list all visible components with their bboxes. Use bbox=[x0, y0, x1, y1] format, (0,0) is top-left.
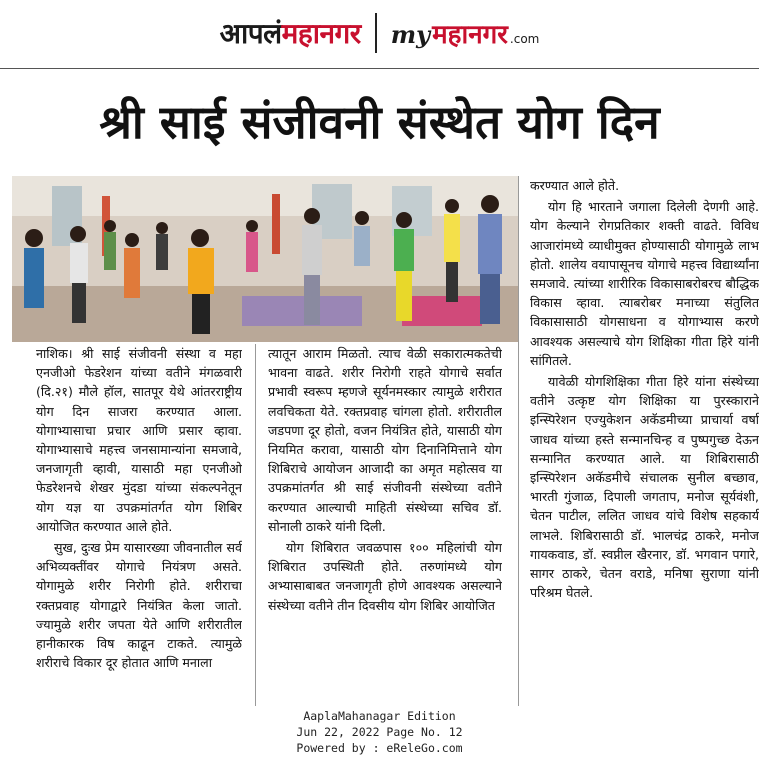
yoga-photo-illustration bbox=[12, 176, 518, 342]
aapla-mahanagar-logo bbox=[220, 14, 361, 52]
article-column-3 bbox=[530, 176, 759, 706]
logo2-domain: .com bbox=[509, 32, 540, 46]
logo-text-part1: आपलं bbox=[219, 17, 282, 50]
footer-date-page: Jun 22, 2022 Page No. 12 bbox=[296, 725, 463, 739]
logo2-name: महानगर bbox=[432, 20, 508, 50]
column2-paragraph: त्यातून आराम मिळतो. त्याच वेळी सकारात्मकतेची भावना वाढते. शरीर निरोगी राहते योगाचे सर्वात प्रभावी स्वरूप म्हणजे सूर्यनमस्कार त्यामुळे शरीरात लवचिकता येते. रक्तप्रवाह चांगला होतो. शरीरातील जडपणा दूर होतो, वजन नियंत्रित होते, यासाठी योग नियमित करावा, यासाठी योग दिनानिमित्ताने योग शिबिराचे आयोजन आजादी का अमृत महोत्सव या उपक्रमांतर्गत श्री साई संजीवनी संस्थेच्या वतीने करण्यात आल्याची माहिती संस्थेच्या सचिव डॉ. सोनाली ठाकरे यांनी दिली. bbox=[268, 346, 502, 534]
article-column-2 bbox=[268, 344, 502, 706]
article-photo bbox=[12, 176, 518, 342]
logo-text-part2: महानगर bbox=[281, 17, 361, 50]
column2-paragraph: योग शिबिरात जवळपास १०० महिलांची योग शिबिरात उपस्थिती होते. तरुणांमध्ये योग अभ्यासाबाबत जनजागृती होणे आवश्यक असल्याने संस्थेच्या वतीने तीन दिवसीय योग शिबिर आयोजित bbox=[268, 540, 502, 613]
column-divider bbox=[255, 344, 256, 706]
footer-powered-by: Powered by : eReleGo.com bbox=[296, 741, 463, 755]
dateline-paragraph: नाशिक। श्री साई संजीवनी संस्था व महा एनजीओ फेडरेशन यांच्या वतीने मंगळवारी (दि.२१) मौले हॉल, सातपूर येथे आंतरराष्ट्रीय योग दिन साजरा करण्यात आला. योगाभ्यासाचा प्रचार आणि प्रसार व्हावा. योगाभ्यासाचे महत्त्व जनसामान्यांना समजावे, जनजागृती व्हावी, यासाठी महा एनजीओ फेडरेशनचे शेखर मुंदडा यांच्या संकल्पनेतून योग यज्ञ या उपक्रमांतर्गत योग शिबिर आयोजित करण्यात आले होते. bbox=[36, 346, 242, 534]
my-mahanagar-logo bbox=[391, 15, 540, 51]
column3-paragraph: योग हि भारताने जगाला दिलेली देणगी आहे. योग केल्याने रोगप्रतिकार शक्ती वाढते. विविध आजारांमध्ये व्याधीमुक्त होण्यासाठी योगामुळे लाभ होतो. शालेय वयापासूनच योगाचे महत्त्व विद्यार्थ्यांना समजावे. त्यांच्या शारीरिक विकासाबरोबरच बौद्धिक विकास व्हावा. त्याबरोबर मनाच्या संतुलित विकासासाठी योगसाधना व योगाभ्यास करणे आवश्यक असल्याचे योग शिक्षिका गीता हिरे यांनी सांगितले. bbox=[530, 199, 759, 368]
masthead-rule bbox=[0, 68, 759, 69]
column1-paragraph bbox=[36, 344, 242, 536]
column1-paragraph: सुख, दुःख प्रेम यासारख्या जीवनातील सर्व अभिव्यक्तींवर योगाचे नियंत्रण असते. योगामुळे शरीर निरोगी होते. शरीराचा रक्तप्रवाह योगाद्वारे नियंत्रित केला जातो. ज्यामुळे शरीर जपता येते आणि शरीरातील हानीकारक विष काढून टाकते. त्यामुळे शरीराचे विकार दूर होतात आणि मनाला bbox=[36, 540, 242, 671]
column3-paragraph: यावेळी योगशिक्षिका गीता हिरे यांना संस्थेच्या वतीने उत्कृष्ट योग शिक्षिका या पुरस्काराने इन्स्पिरेशन एज्युकेशन अकॅडमीच्या प्राचार्या वर्षा जाधव यांच्या हस्ते सन्मानचिन्ह व पुष्पगुच्छ देऊन सन्मानित करण्यात आले. या शिबिरासाठी इन्स्पिरेशन अकॅडमीचे संचालक सुनील बच्छाव, भारती गुंजाळ, दिपाली जगताप, मनोज सूर्यवंशी, चेतन पाटील, ललित जाधव यांचे विशेष सहकार्य लाभले. शिबिरासाठी डॉ. भालचंद्र ठाकरे, मनोज गायकवाड, डॉ. स्वप्नील खैरनार, डॉ. भगवान पगारे, सागर ठाकरे, चेतन वराडे, मनिषा सुराणा यांनी परिश्रम घेतले. bbox=[530, 374, 759, 601]
article-headline: श्री साई संजीवनी संस्थेत योग दिन bbox=[99, 95, 660, 149]
column3-paragraph: करण्यात आले होते. bbox=[530, 178, 620, 193]
footer-edition: AaplaMahanagar Edition bbox=[303, 709, 456, 723]
logo2-my: my bbox=[390, 20, 431, 49]
masthead bbox=[0, 0, 759, 66]
page-footer bbox=[0, 706, 759, 757]
logo-divider bbox=[375, 13, 377, 53]
column-divider bbox=[518, 176, 519, 706]
article-column-1 bbox=[36, 344, 242, 706]
